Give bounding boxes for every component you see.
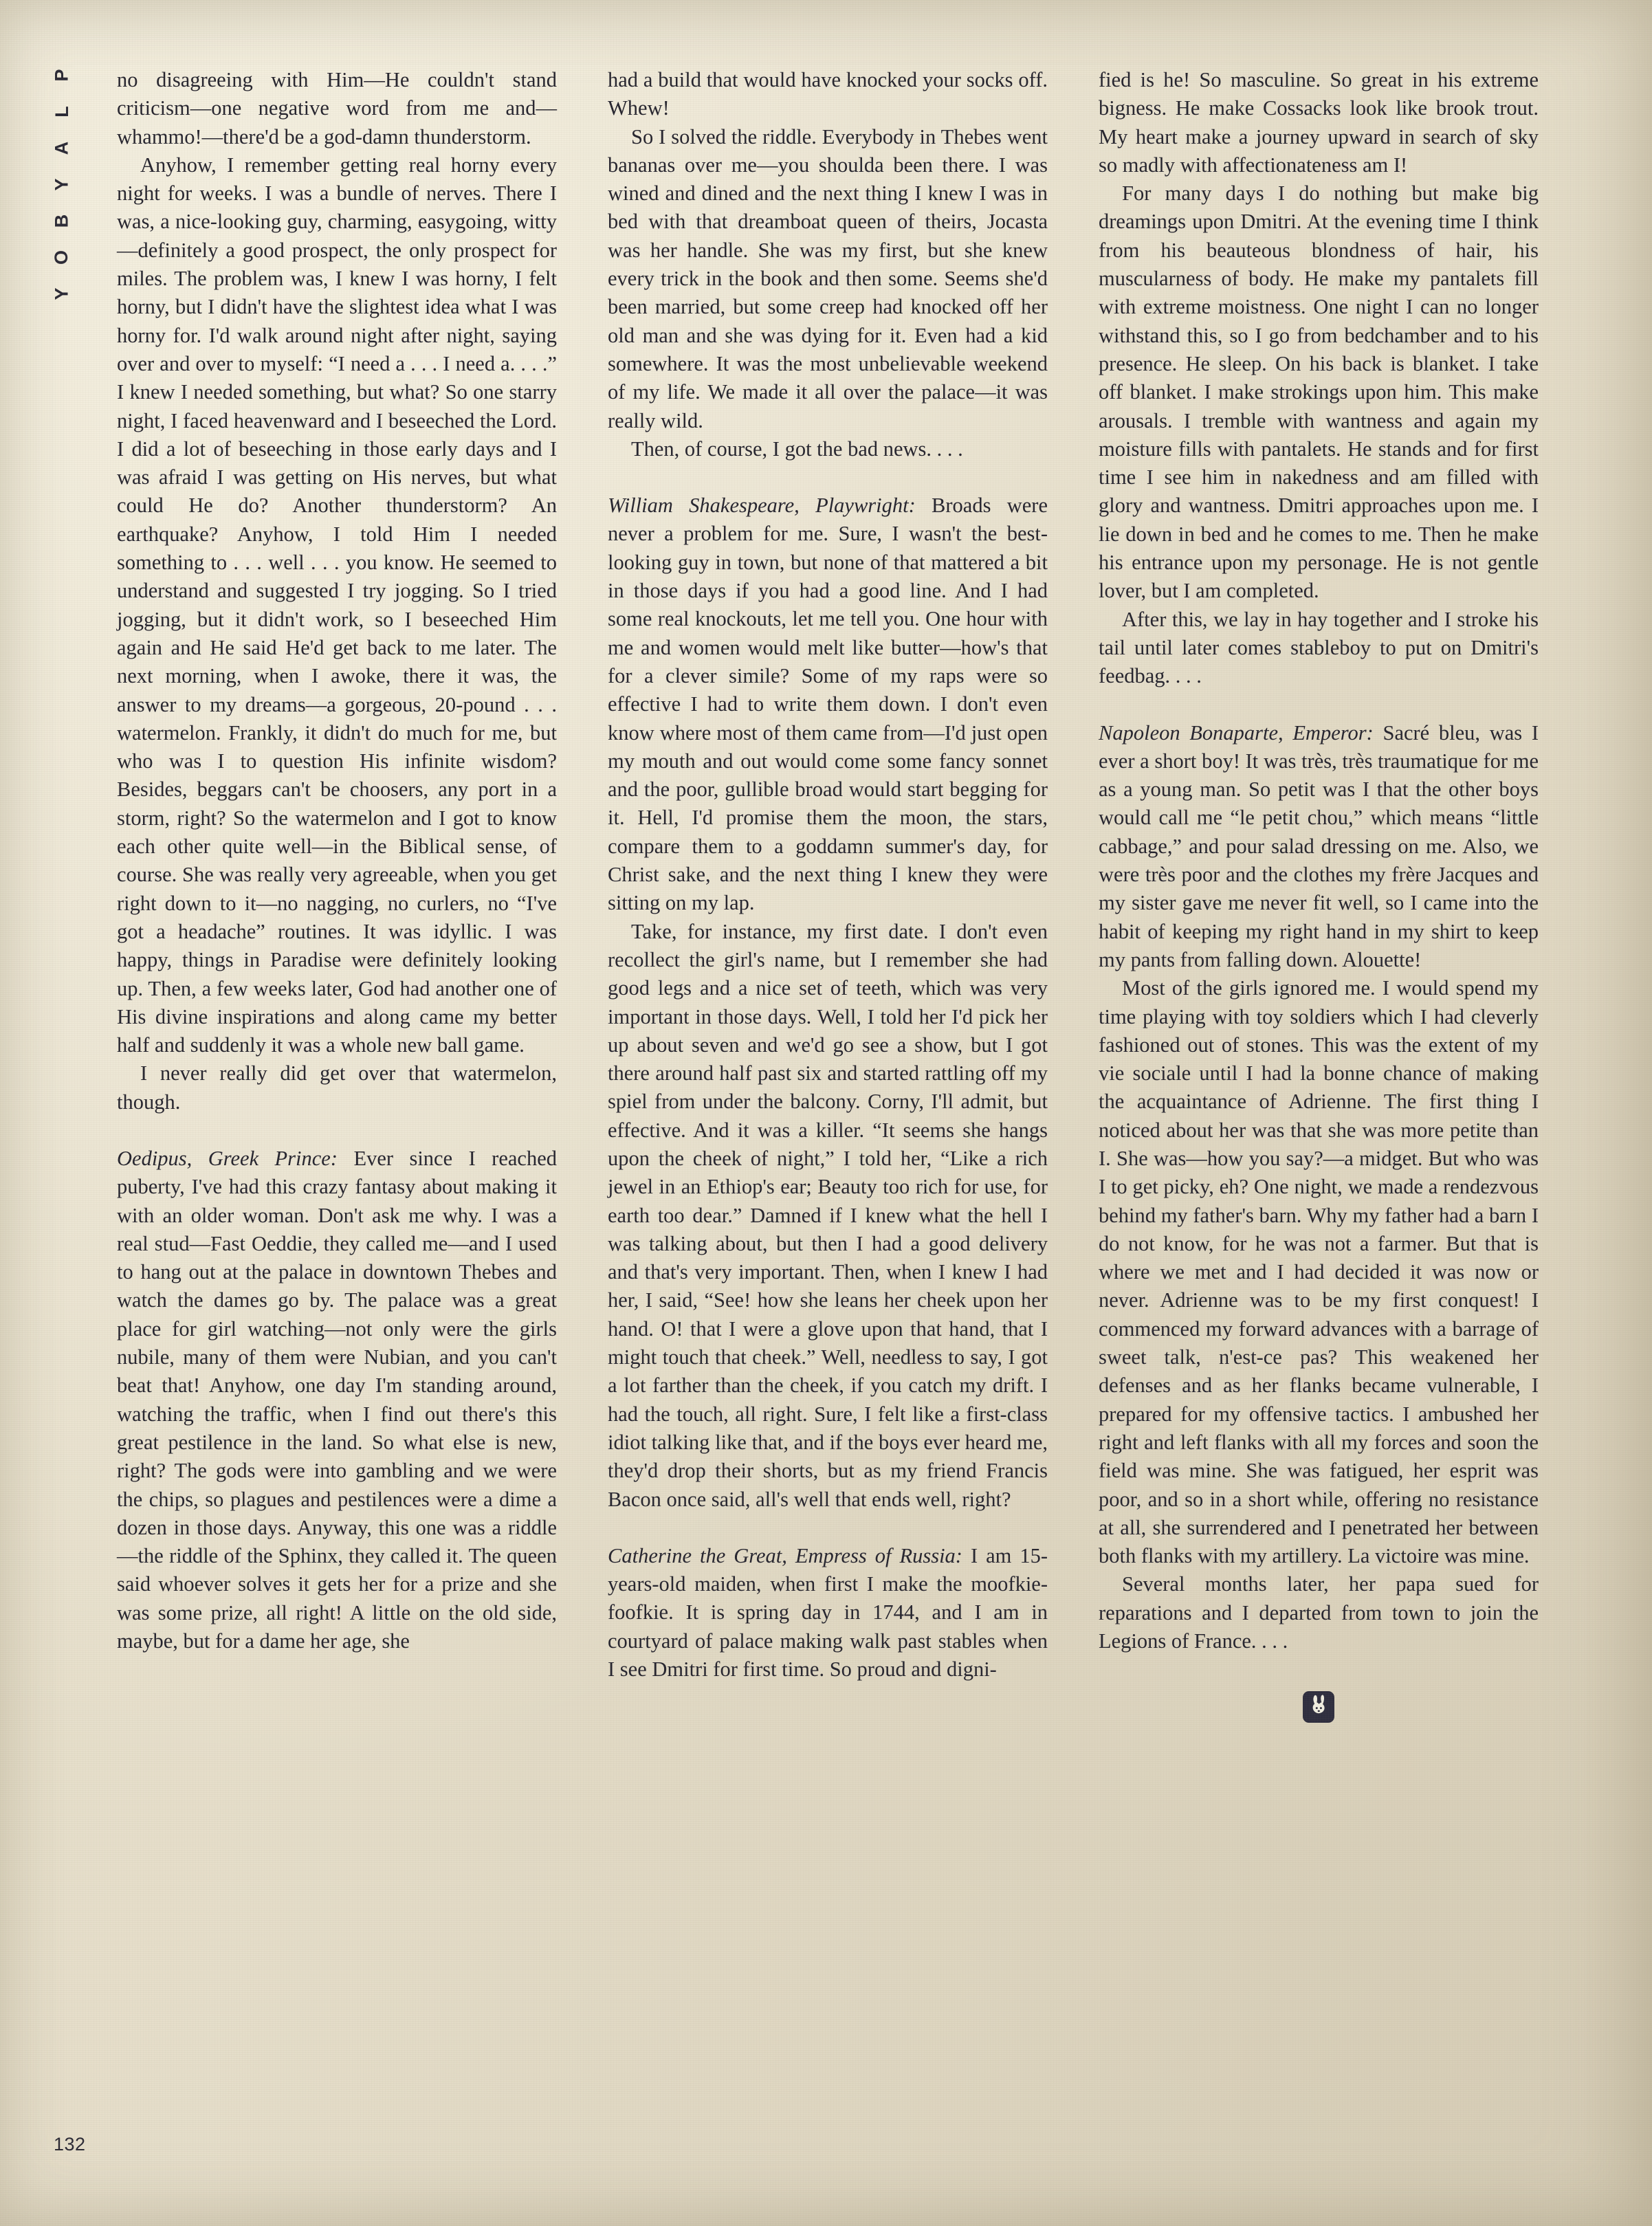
- text-column-2: [608, 66, 1048, 2167]
- speaker-name: Napoleon Bonaparte, Emperor:: [1099, 720, 1374, 745]
- body-paragraph: So I solved the riddle. Everybody in Thebes went bananas over me—you shoulda been there. I was wined and dined and the next thing I knew I was in bed with that dreamboat queen of theirs, Jocasta was her handle. She was my first, but she knew every trick in the book and then some. Seems she'd been married, but some creep had knocked off her old man and she was dying for it. Even had a kid somewhere. It was the most unbelievable weekend of my life. We made it all over the palace—it was really wild.: [608, 124, 1048, 432]
- running-head-playboy: [47, 66, 77, 303]
- body-paragraph: Anyhow, I remember getting real horny every night for weeks. I was a bundle of nerves. There I was, a nice-looking guy, charming, easygoing, witty—definitely a good prospect, the only prospect for miles. The problem was, I knew I was horny, I felt horny, but I didn't have the slightest idea what I was horny for. I'd walk around night after night, saying over and over to myself: “I need a . . . I need a. . . .” I knew I needed something, but what? So one starry night, I faced heavenward and I beseeched the Lord. I did a lot of beseeching in those early days and I was afraid I was getting on His nerves, but what could He do? Another thunderstorm? An earthquake? Anyhow, I told Him I needed something to . . . well . . . you know. He seemed to understand and suggested I try jogging. So I tried jogging, but it didn't work, so I beseeched Him again and He said He'd get back to me later. The next morning, when I awoke, there it was, the answer to my dreams—a gorgeous, 20-pound . . . watermelon. Frankly, it didn't do much for me, but who was I to question His infinite wisdom? Besides, beggars can't be choosers, any port in a storm, right? So the watermelon and I got to know each other quite well—in the Biblical sense, of course. She was really very agreeable, when you get right down to it—no nagging, no curlers, no “I've got a headache” routines. It was idyllic. I was happy, things in Paradise were definitely looking up. Then, a few weeks later, God had another one of His divine inspirations and along came my better half and suddenly it was a whole new ball game.: [117, 153, 557, 1057]
- text-column-1: [117, 66, 557, 2167]
- text-column-3: [1099, 66, 1539, 2167]
- running-head-letter: B: [51, 214, 72, 228]
- speaker-paragraph: [1099, 719, 1539, 975]
- end-mark: [1099, 1691, 1539, 1723]
- speaker-paragraph: [117, 1145, 557, 1655]
- body-paragraph: fied is he! So masculine. So great in his extreme bigness. He make Cossacks look like brook trout. My heart make a journey upward in search of sky so madly with affectionateness am I!: [1099, 68, 1539, 177]
- running-head-letter: O: [51, 250, 72, 265]
- running-head-letter: P: [51, 69, 72, 82]
- speaker-paragraph: [608, 492, 1048, 917]
- running-head-letter: A: [51, 141, 72, 155]
- body-paragraph: For many days I do nothing but make big dreamings upon Dmitri. At the evening time I think from his beauteous blondness of hair, his muscularness of body. He make my pantalets fill with extreme moistness. One night I can no longer withstand this, so I go from bedchamber and to his presence. He sleep. On his back is blanket. I take off blanket. I make strokings upon him. This make arousals. I tremble with wantness and again my moisture fills with pantalets. He stands and for first time I see him in nakedness and am filled with glory and wantness. Dmitri approaches upon me. I lie down in bed and he comes to me. Then he make his entrance upon my personage. He is not gentle lover, but I am completed.: [1099, 181, 1539, 603]
- page-number: 132: [54, 2134, 86, 2155]
- body-paragraph: Then, of course, I got the bad news. . . .: [631, 437, 963, 461]
- article-columns: [117, 66, 1559, 2167]
- running-head-letter: Y: [51, 178, 72, 191]
- playboy-rabbit-head-icon: [1308, 1695, 1329, 1719]
- running-head-letter: Y: [51, 287, 72, 300]
- body-paragraph: Most of the girls ignored me. I would spend my time playing with toy soldiers which I had cleverly fashioned out of stones. This was the extent of my vie sociale until I had la bonne chance of making the acquaintance of Adrienne. The first thing I noticed about her was that she was more petite than I. She was—how you say?—a midget. But who was I to get picky, eh? One night, we made a rendezvous behind my father's barn. Why my father had a barn I do not know, for he was not a farmer. But that is where we met and I had decided it was now or never. Adrienne was to be my first conquest! I commenced my forward advances with a barrage of sweet talk, n'est-ce pas? This weakened her defenses and as her flanks became vulnerable, I prepared for my offensive tactics. I ambushed her right and left flanks with all my forces and soon the field was mine. She was fatigued, her esprit was poor, and so in a short while, offering no resistance at all, she surrendered and I penetrated her between both flanks with my artillery. La victoire was mine.: [1099, 976, 1539, 1568]
- speaker-paragraph: [608, 1542, 1048, 1684]
- speaker-body-text: I am 15-years-old maiden, when first I make the moofkie-foofkie. It is spring day in 1744, and I am in courtyard of palace making walk past stables when I see Dmitri for first time. So proud and digni-: [608, 1543, 1048, 1682]
- body-paragraph: Take, for instance, my first date. I don't even recollect the girl's name, but I remember she had good legs and a nice set of teeth, which was very important in those days. Well, I told her I'd pick her up about seven and we'd go see a show, but I got there around half past six and started rattling off my spiel from under the balcony. Corny, I'll admit, but effective. And it was a killer. “It seems she hangs upon the cheek of night,” I told her, “Like a rich jewel in an Ethiop's ear; Beauty too rich for use, for earth too dear.” Damned if I knew what the hell I was talking about, but then I had a good delivery and that's very important. Then, when I knew I had her, I said, “See! how she leans her cheek upon her hand. O! that I were a glove upon that hand, that I might touch that cheek.” Well, needless to say, I got a lot farther than the cheek, if you catch my drift. I had the touch, all right. Sure, I felt like a first-class idiot talking like that, and if the boys ever heard me, they'd drop their shorts, but as my friend Francis Bacon once said, all's well that ends well, right?: [608, 919, 1048, 1511]
- speaker-name: William Shakespeare, Playwright:: [608, 494, 916, 518]
- speaker-body-text: Broads were never a problem for me. Sure, I wasn't the best-looking guy in town, but none of that mattered a bit in those days if you had a good line. And I had some real knockouts, let me tell you. One hour with me and women would melt like butter—how's that for a clever simile? Some of my raps were so effective I had to write them down. I don't even know where most of them came from—I'd just open my mouth and out would come some fancy sonnet and the poor, gullible broad would start begging for it. Hell, I'd promise them the moon, the stars, compare them to a goddamn summer's day, for Christ sake, and the next thing I knew they were sitting on my lap.: [608, 494, 1048, 915]
- speaker-name: Oedipus, Greek Prince:: [117, 1146, 338, 1170]
- speaker-body-text: Ever since I reached puberty, I've had this crazy fantasy about making it with an older woman. Don't ask me why. I was a real stud—Fast Oeddie, they called me—and I used to hang out at the palace in downtown Thebes and watch the dames go by. The palace was a great place for girl watching—not only were the girls nubile, many of them were Nubian, and you can't beat that! Anyhow, one day I'm standing around, watching the traffic, when I find out there's this great pestilence in the land. So what else is new, right? The gods were into gambling and we were the chips, so plagues and pestilences were a dime a dozen in those days. Anyway, this one was a riddle—the riddle of the Sphinx, they called it. The queen said whoever solves it gets her for a prize and she was some prize, all right! A little on the old side, maybe, but for a dame her age, she: [117, 1146, 557, 1653]
- body-paragraph: no disagreeing with Him—He couldn't stand criticism—one negative word from me and—whammo!—there'd be a god-damn thunderstorm.: [117, 68, 557, 148]
- body-paragraph: After this, we lay in hay together and I stroke his tail until later comes stableboy to put on Dmitri's feedbag. . . .: [1099, 607, 1539, 688]
- speaker-name: Catherine the Great, Empress of Russia:: [608, 1543, 962, 1567]
- body-paragraph: Several months later, her papa sued for reparations and I departed from town to join the Legions of France. . . .: [1099, 1572, 1539, 1653]
- speaker-body-text: Sacré bleu, was I ever a short boy! It was très, très traumatique for me as a young man. So petit was I that the other boys would call me “le petit chou,” which means “little cabbage,” and pour salad dressing on me. Also, we were très poor and the clothes my frère Jacques and my sister gave me never fit well, so I came into the habit of keeping my right hand in my shirt to keep my pants from falling down. Alouette!: [1099, 720, 1539, 971]
- running-head-letter: L: [51, 106, 72, 118]
- body-paragraph: I never really did get over that watermelon, though.: [117, 1061, 557, 1114]
- body-paragraph: had a build that would have knocked your socks off. Whew!: [608, 68, 1048, 120]
- playboy-rabbit-head-icon: [1303, 1691, 1334, 1723]
